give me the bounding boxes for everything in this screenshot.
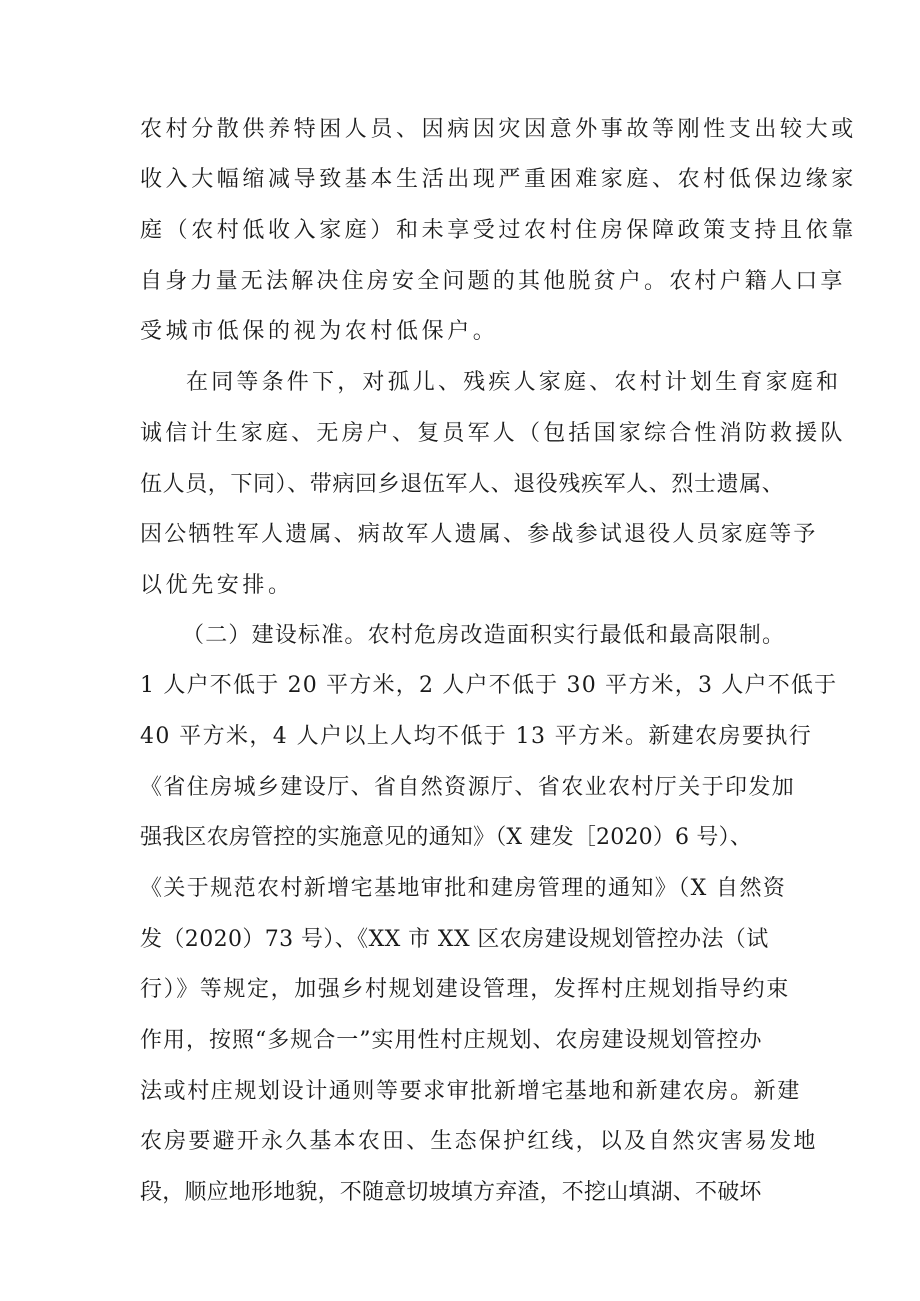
section-heading-line: （二）建设标准。农村危房改造面积实行最低和最高限制。 bbox=[182, 623, 786, 648]
text-line-20: 法或村庄规划设计通则等要求审批新增宅基地和新建农房。新建 bbox=[140, 1079, 801, 1104]
text-line-18: 行）》等规定，加强乡村规划建设管理，发挥村庄规划指导约束 bbox=[140, 977, 790, 1002]
text-line-10: 以优先安排。 bbox=[140, 573, 294, 598]
text-line-22: 段，顺应地形地貌，不随意切坡填方弃渣，不挖山填湖、不破坏 bbox=[140, 1180, 762, 1205]
text-line-5: 受城市低保的视为农村低保户。 bbox=[140, 319, 499, 344]
text-line-3: 庭（农村低收入家庭）和未享受过农村住房保障政策支持且依靠 bbox=[140, 218, 857, 243]
text-line-4: 自身力量无法解决住房安全问题的其他脱贫户。农村户籍人口享 bbox=[140, 269, 846, 294]
text-line-14: 《省住房城乡建设厅、省自然资源厅、省农业农村厅关于印发加 bbox=[140, 775, 796, 800]
text-line-13: 40 平方米，4 人户以上人均不低于 13 平方米。新建农房要执行 bbox=[140, 724, 813, 749]
text-line-17: 发（2020）73 号）、《XX 市 XX 区农房建设规划管控办法（试 bbox=[140, 927, 769, 952]
text-line-12: 1 人户不低于 20 平方米，2 人户不低于 30 平方米，3 人户不低于 bbox=[140, 673, 838, 698]
text-line-2: 收入大幅缩减导致基本生活出现严重困难家庭、农村低保边缘家 bbox=[140, 167, 857, 192]
text-line-7: 诚信计生家庭、无房户、复员军人（包括国家综合性消防救援队 bbox=[140, 421, 846, 446]
text-line-16: 《关于规范农村新增宅基地审批和建房管理的通知》（X 自然资 bbox=[140, 876, 787, 901]
text-line-21: 农房要避开永久基本农田、生态保护红线，以及自然灾害易发地 bbox=[140, 1129, 818, 1154]
text-line-15: 强我区农房管控的实施意见的通知》（X 建发［2020）6 号）、 bbox=[140, 825, 753, 850]
text-line-1: 农村分散供养特困人员、因病因灾因意外事故等刚性支出较大或 bbox=[140, 117, 857, 142]
text-line-8: 伍人员，下同）、带病回乡退伍军人、退役残疾军人、烈士遗属、 bbox=[140, 472, 785, 497]
text-line-19: 作用，按照“多规合一”实用性村庄规划、农房建设规划管控办 bbox=[140, 1028, 763, 1053]
text-line-9: 因公牺牲军人遗属、病故军人遗属、参战参试退役人员家庭等予 bbox=[140, 522, 818, 547]
text-line-6: 在同等条件下，对孤儿、残疾人家庭、农村计划生育家庭和 bbox=[186, 370, 842, 395]
